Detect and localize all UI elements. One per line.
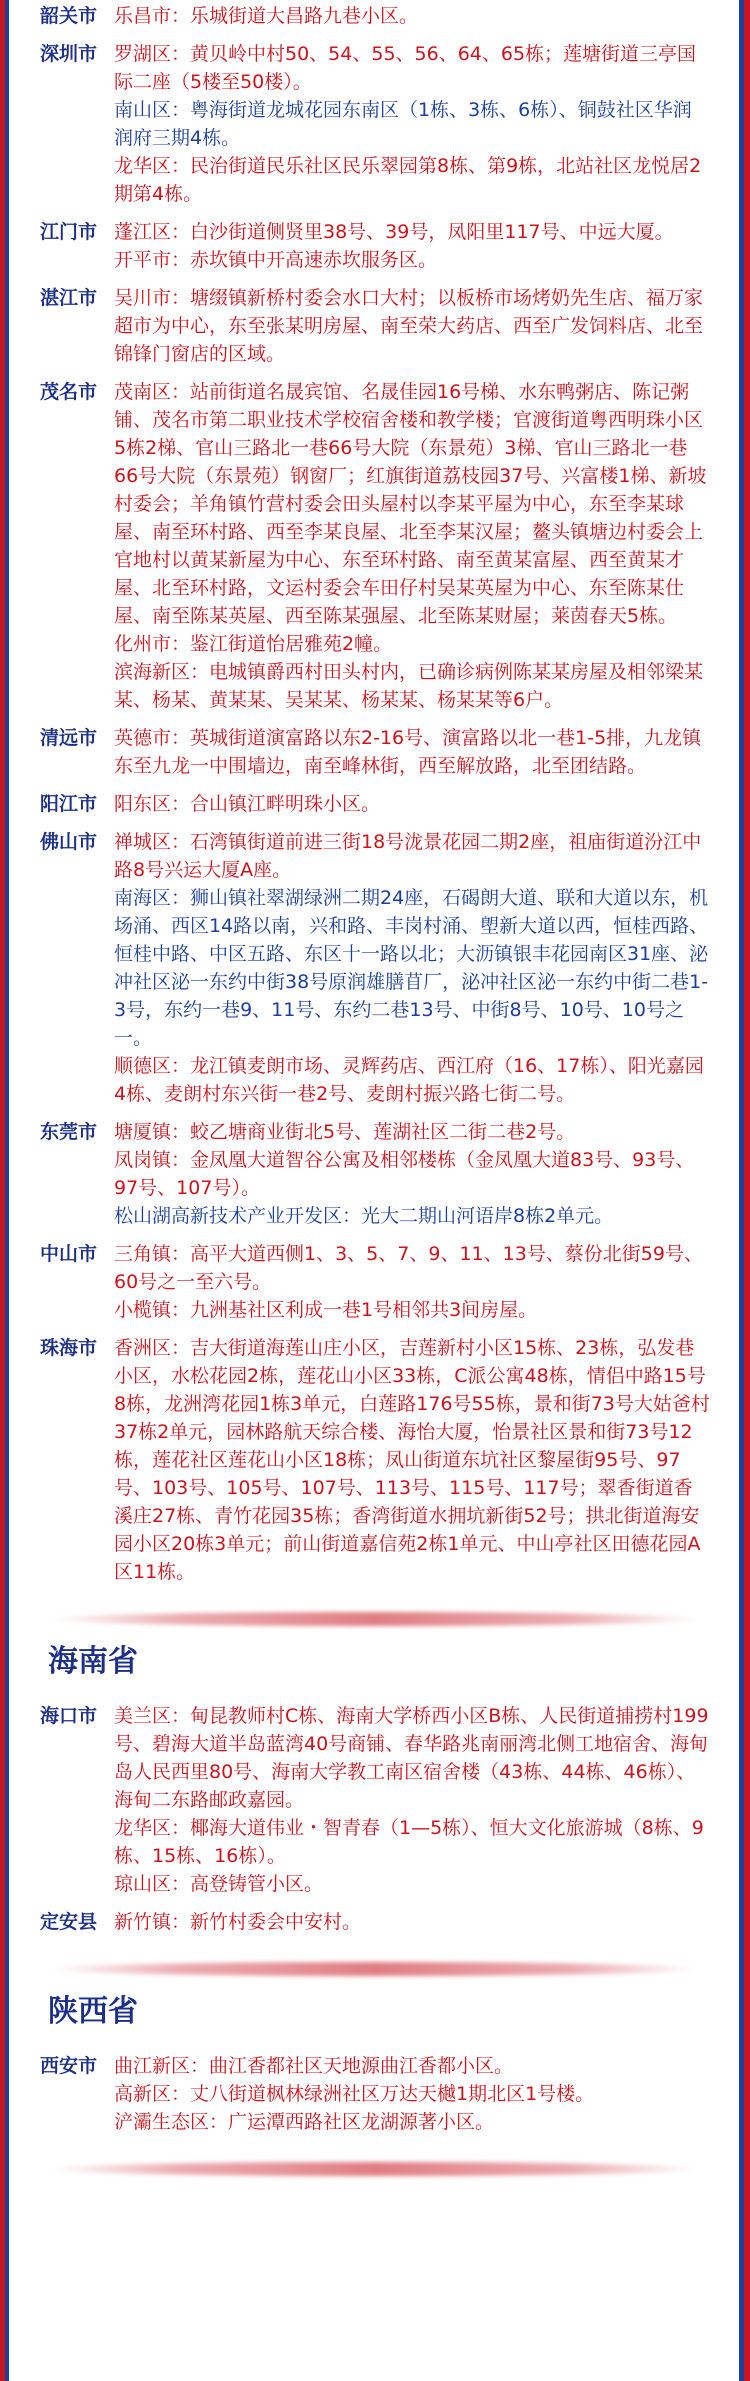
city-row <box>40 284 710 368</box>
district-list <box>114 1240 710 1324</box>
district-entry: 塘厦镇：蛟乙塘商业街北5号、莲湖社区二街二巷2号。 <box>114 1121 576 1143</box>
city-name: 西安市 <box>40 2055 98 2077</box>
guangdong-section <box>40 0 710 1586</box>
district-entry: 化州市：鉴江街道怡居雅苑2幢。 <box>114 633 393 655</box>
city-row <box>40 1118 710 1230</box>
district-entry: 松山湖高新技术产业开发区：光大二期山河语岸8栋2单元。 <box>114 1205 614 1227</box>
district-entry: 香洲区：吉大街道海莲山庄小区，吉莲新村小区15栋、23栋，弘发巷小区，水松花园2栋，莲花山小区33栋，C派公寓48栋，情侣中路15号8栋，龙洲湾花园1栋3单元，白莲路176号55栋，景和街73号大姑爸村37栋2单元，园林路航天综合楼、海怡大厦，怡景社区景和街73号12栋，莲花社区莲花山小区18栋；凤山街道东坑社区黎屋街95号、97号、103号、105号、107号、113号、115号、117号；翠香街道香溪庄27栋、青竹花园35栋；香湾街道水拥坑新街52号；拱北街道海安园小区20栋3单元；前山街道嘉信苑2栋1单元、中山亭社区田德花园A区11栋。 <box>114 1337 710 1583</box>
city-name: 韶关市 <box>40 5 98 27</box>
right-border-stripe <box>744 0 750 2381</box>
district-entry: 三角镇：高平大道西侧1、3、5、7、9、11、13号、蔡份北街59号、60号之一至六号。 <box>114 1243 703 1293</box>
district-entry: 南山区：粤海街道龙城花园东南区（1栋、3栋、6栋）、铜鼓社区华润润府三期4栋。 <box>114 99 692 149</box>
district-list <box>114 828 710 1108</box>
city-row <box>40 2052 710 2136</box>
district-entry: 乐昌市：乐城街道大昌路九巷小区。 <box>114 5 419 27</box>
city-name: 深圳市 <box>40 43 98 65</box>
district-entry: 滨海新区：电城镇爵西村田头村内，已确诊病例陈某某房屋及相邻梁某某、杨某、黄某某、吴某某、杨某某、杨某某等6户。 <box>114 661 704 711</box>
district-entry: 曲江新区：曲江香都社区天地源曲江香都小区。 <box>114 2055 514 2077</box>
city-name: 清远市 <box>40 727 98 749</box>
city-row <box>40 724 710 780</box>
district-entry: 高新区：丈八街道枫林绿洲社区万达天樾1期北区1号楼。 <box>114 2083 595 2105</box>
city-name: 定安县 <box>40 1911 98 1933</box>
district-list <box>114 1334 710 1586</box>
district-list <box>114 1702 710 1898</box>
left-border-stripe <box>0 0 5 2381</box>
city-name: 中山市 <box>40 1243 98 1265</box>
district-entry: 吴川市：塘缀镇新桥村委会水口大村；以板桥市场烤奶先生店、福万家超市为中心，东至张某明房屋、南至荣大药店、西至广发饲料店、北至锦锋门窗店的区域。 <box>114 287 704 365</box>
district-entry: 禅城区：石湾镇街道前进三街18号泷景花园二期2座，祖庙街道汾江中路8号兴运大厦A座。 <box>114 831 702 881</box>
district-entry: 南海区：狮山镇社翠湖绿洲二期24座，石碣朗大道、联和大道以东，机场涌、西区14路以南，兴和路、丰岗村涌、塱新大道以西，恒桂西路、恒桂中路、中区五路、东区十一路以北；大沥镇银丰花园南区31座、泌冲社区泌一东约中街38号原润雄膳苜厂，泌冲社区泌一东约中街二巷1-3号，东约一巷9、11号、东约二巷13号、中街8号、10号、10号之一。 <box>114 887 709 1049</box>
hainan-rows <box>40 1700 710 1936</box>
province-title-hainan: 海南省 <box>48 1644 138 1679</box>
city-name: 佛山市 <box>40 831 98 853</box>
notice-page <box>40 0 710 2188</box>
district-list <box>114 378 710 714</box>
city-name: 东莞市 <box>40 1121 98 1143</box>
district-list <box>114 284 710 368</box>
district-list <box>114 1118 710 1230</box>
section-divider <box>50 1962 700 1976</box>
district-entry: 新竹镇：新竹村委会中安村。 <box>114 1911 362 1933</box>
city-row <box>40 378 710 714</box>
district-entry: 阳东区：合山镇江畔明珠小区。 <box>114 793 381 815</box>
city-row <box>40 1240 710 1324</box>
city-row <box>40 1702 710 1898</box>
shaanxi-rows <box>40 2050 710 2136</box>
city-name: 阳江市 <box>40 793 98 815</box>
section-divider <box>50 1612 700 1626</box>
district-entry: 小榄镇：九洲基社区利成一巷1号相邻共3间房屋。 <box>114 1299 538 1321</box>
district-entry: 琼山区：高登铸管小区。 <box>114 1873 324 1895</box>
district-entry: 顺德区：龙江镇麦朗市场、灵辉药店、西江府（16、17栋）、阳光嘉园4栋、麦朗村东兴街一巷2号、麦朗村振兴路七街二号。 <box>114 1055 704 1105</box>
city-row <box>40 218 710 274</box>
district-entry: 罗湖区：黄贝岭中村50、54、55、56、64、65栋；莲塘街道三亭国际二座（5楼至50楼）。 <box>114 43 697 93</box>
section-divider <box>50 2162 700 2176</box>
guangdong-rows <box>40 0 710 1586</box>
province-title-shaanxi: 陕西省 <box>48 1994 138 2029</box>
district-entry: 茂南区：站前街道名晟宾馆、名晟佳园16号梯、水东鸭粥店、陈记粥铺、茂名市第二职业技术学校宿舍楼和教学楼；官渡街道粤西明珠小区5栋2梯、官山三路北一巷66号大院（东景苑）3梯、官山三路北一巷66号大院（东景苑）钢窗厂；红旗街道荔枝园37号、兴富楼1梯、新坡村委会；羊角镇竹营村委会田头屋村以李某平屋为中心，东至李某球屋、南至环村路、西至李某良屋、北至李某汉屋；鳌头镇塘边村委会上官地村以黄某新屋为中心、东至环村路、南至黄某富屋、西至黄某才屋、北至环村路，文运村委会车田仔村吴某英屋为中心、东至陈某仕屋、南至陈某英屋、西至陈某强屋、北至陈某财屋；莱茵春天5栋。 <box>114 381 707 627</box>
district-entry: 英德市：英城街道演富路以东2-16号、演富路以北一巷1-5排，九龙镇东至九龙一中围墙边，南至峰林街，西至解放路，北至团结路。 <box>114 727 702 777</box>
district-list <box>114 1908 710 1936</box>
city-row <box>40 790 710 818</box>
district-entry: 开平市：赤坎镇中开高速赤坎服务区。 <box>114 249 438 271</box>
city-name: 珠海市 <box>40 1337 98 1359</box>
shaanxi-section <box>40 1992 710 2136</box>
city-row <box>40 828 710 1108</box>
district-entry: 蓬江区：白沙街道侧贤里38号、39号，凤阳里117号、中远大厦。 <box>114 221 674 243</box>
city-name: 江门市 <box>40 221 98 243</box>
city-name: 湛江市 <box>40 287 98 309</box>
city-row <box>40 1334 710 1586</box>
district-entry: 浐灞生态区：广运潭西路社区龙湖源著小区。 <box>114 2111 495 2133</box>
district-entry: 龙华区：椰海大道伟业・智青春（1—5栋）、恒大文化旅游城（8栋、9栋、15栋、16栋）。 <box>114 1817 704 1867</box>
city-row <box>40 1908 710 1936</box>
district-entry: 凤岗镇：金凤凰大道智谷公寓及相邻楼栋（金凤凰大道83号、93号、97号、107号）。 <box>114 1149 695 1199</box>
district-list <box>114 790 710 818</box>
district-list <box>114 724 710 780</box>
district-list <box>114 218 710 274</box>
district-list <box>114 2 710 30</box>
hainan-section <box>40 1642 710 1936</box>
district-list <box>114 40 710 208</box>
city-row <box>40 40 710 208</box>
district-entry: 美兰区：甸昆教师村C栋、海南大学桥西小区B栋、人民街道捕捞村199号、碧海大道半岛蓝湾40号商铺、春华路兆南丽湾北侧工地宿舍、海甸岛人民西里80号、海南大学教工南区宿舍楼（43栋、44栋、46栋）、海甸二东路邮政嘉园。 <box>114 1705 709 1811</box>
city-name: 茂名市 <box>40 381 98 403</box>
district-entry: 龙华区：民治街道民乐社区民乐翠园第8栋、第9栋，北站社区龙悦居2期第4栋。 <box>114 155 702 205</box>
city-name: 海口市 <box>40 1705 98 1727</box>
district-list <box>114 2052 710 2136</box>
city-row <box>40 2 710 30</box>
